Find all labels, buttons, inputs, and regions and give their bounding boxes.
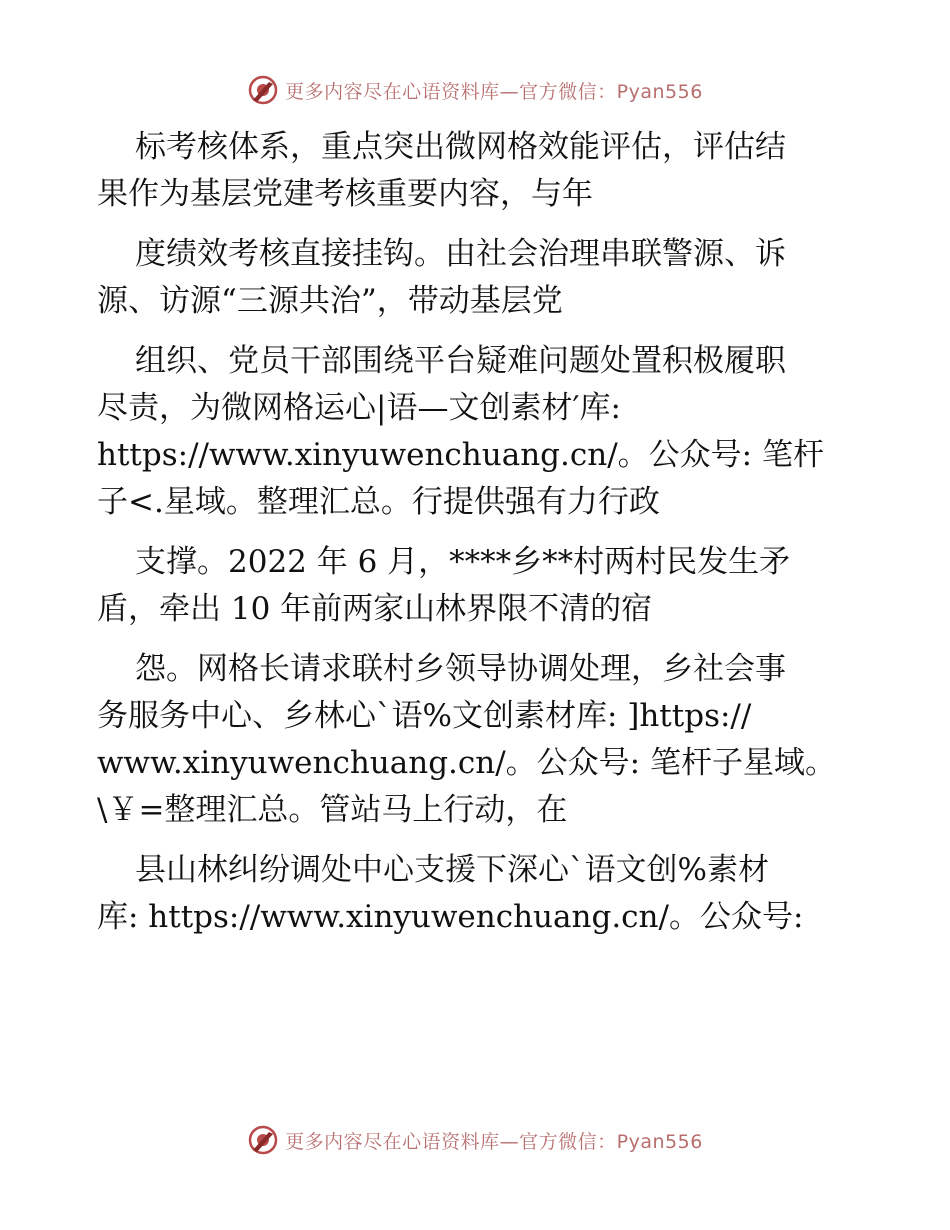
- paragraph-3: [97, 338, 857, 526]
- footer-watermark-text: 更多内容尽在心语资料库—官方微信：Pyan556: [285, 1130, 703, 1153]
- paragraph-2: [97, 231, 857, 325]
- text-line: www.xinyuwenchuang.cn/。公众号: 笔杆子星域。: [97, 745, 836, 781]
- header-watermark: [0, 72, 950, 108]
- text-line: 子<.星域。整理汇总。行提供强有力行政: [97, 484, 660, 520]
- paragraph-1: [97, 124, 857, 218]
- paragraph-5: [97, 646, 857, 834]
- text-line: 源、访源“三源共治”，带动基层党: [97, 283, 563, 319]
- text-line: 果作为基层党建考核重要内容，与年: [97, 176, 593, 212]
- footer-watermark: [0, 1122, 950, 1158]
- text-line: 库: https://www.xinyuwenchuang.cn/。公众号:: [97, 899, 804, 935]
- quill-logo-icon: [247, 1124, 279, 1156]
- text-line: 标考核体系，重点突出微网格效能评估，评估结: [135, 129, 786, 165]
- paragraph-4: [97, 539, 857, 633]
- text-line: 盾，牵出 10 年前两家山林界限不清的宿: [97, 591, 653, 627]
- text-line: 支撑。2022 年 6 月，****乡**村两村民发生矛: [135, 544, 791, 580]
- text-line: https://www.xinyuwenchuang.cn/。公众号: 笔杆: [97, 437, 824, 473]
- text-line: 组织、党员干部围绕平台疑难问题处置积极履职: [135, 343, 786, 379]
- text-line: 县山林纠纷调处中心支援下深心`语文创%素材: [135, 852, 769, 888]
- paragraph-6: [97, 847, 857, 941]
- header-watermark-text: 更多内容尽在心语资料库—官方微信：Pyan556: [285, 80, 703, 103]
- text-line: 度绩效考核直接挂钩。由社会治理串联警源、诉: [135, 236, 786, 272]
- text-line: 尽责，为微网格运心|语—文创素材′库:: [97, 390, 621, 426]
- document-body: [97, 124, 857, 954]
- text-line: \￥=整理汇总。管站马上行动，在: [97, 792, 568, 828]
- text-line: 务服务中心、乡林心`语%文创素材库: ]https://: [97, 698, 752, 734]
- quill-logo-icon: [247, 74, 279, 106]
- text-line: 怨。网格长请求联村乡领导协调处理，乡社会事: [135, 651, 786, 687]
